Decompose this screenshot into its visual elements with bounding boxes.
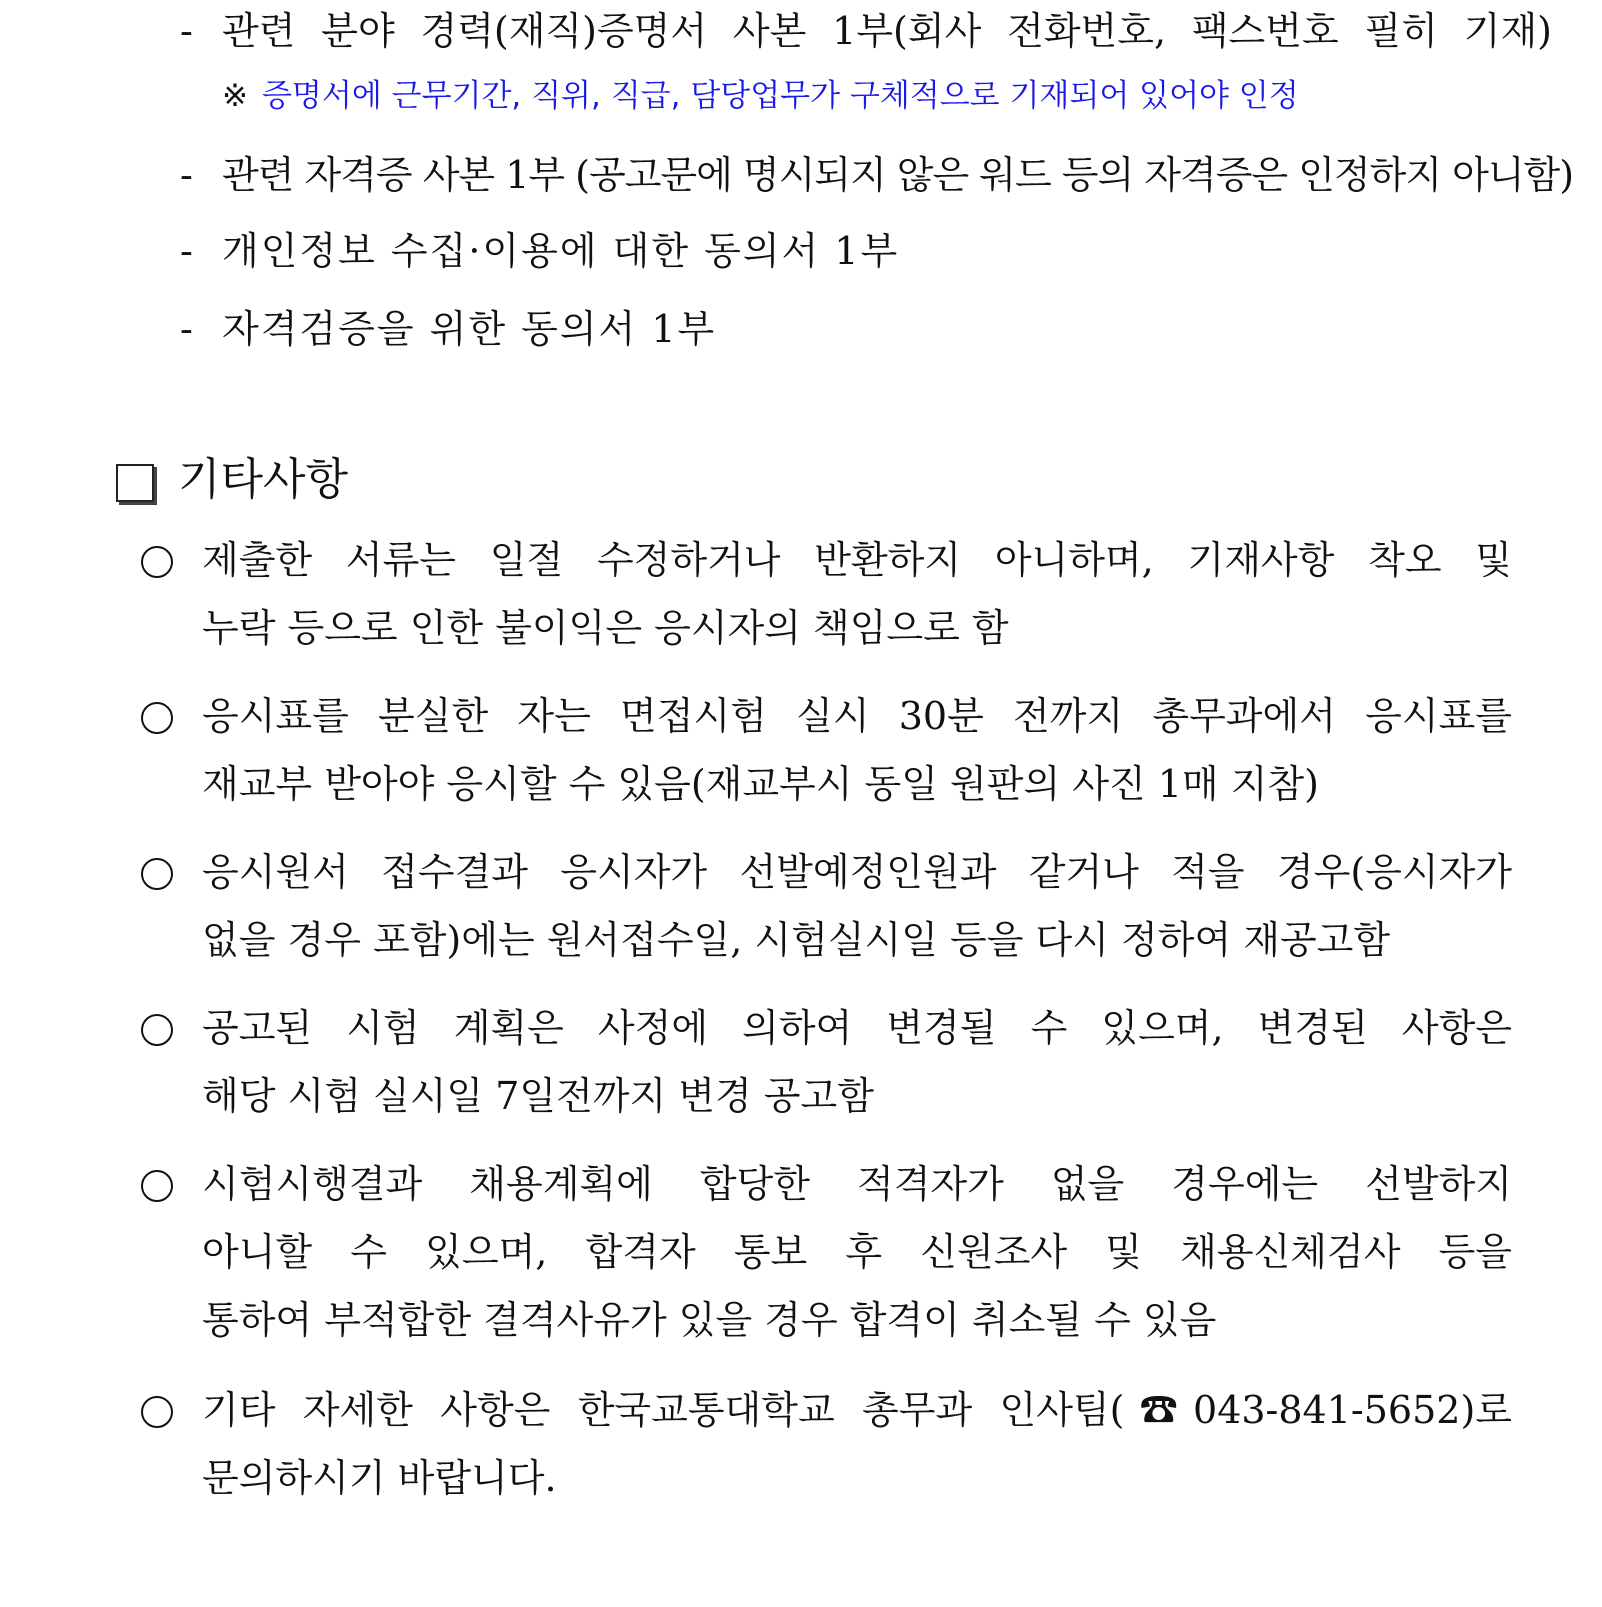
- list-item-line: 시험시행결과 채용계획에 합당한 적격자가 없을 경우에는 선발하지: [202, 1162, 1512, 1206]
- required-doc-license-copy: 관련 자격증 사본 1부 (공고문에 명시되지 않은 워드 등의 자격증은 인정하지 아니함): [222, 153, 1574, 197]
- circle-bullet-icon: [141, 702, 173, 734]
- list-dash: -: [180, 307, 193, 351]
- required-doc-note: [222, 76, 1299, 116]
- circle-bullet-icon: [141, 1170, 173, 1202]
- list-dash: -: [180, 9, 193, 53]
- list-item-line: 문의하시기 바랍니다.: [202, 1456, 557, 1500]
- list-item-line: 재교부 받아야 응시할 수 있음(재교부시 동일 원판의 사진 1매 지참): [202, 762, 1319, 806]
- list-item-line: 아니할 수 있으며, 합격자 통보 후 신원조사 및 채용신체검사 등을: [202, 1230, 1512, 1274]
- list-item-line: 공고된 시험 계획은 사정에 의하여 변경될 수 있으며, 변경된 사항은: [202, 1006, 1512, 1050]
- list-dash: -: [180, 153, 193, 197]
- note-text: 증명서에 근무기간, 직위, 직급, 담당업무가 구체적으로 기재되어 있어야 인정: [261, 78, 1299, 114]
- list-item-line: 응시표를 분실한 자는 면접시험 실시 30분 전까지 총무과에서 응시표를: [202, 694, 1512, 738]
- circle-bullet-icon: [141, 858, 173, 890]
- list-item-line: 제출한 서류는 일절 수정하거나 반환하지 아니하며, 기재사항 착오 및: [202, 538, 1512, 582]
- required-doc-privacy-consent: 개인정보 수집·이용에 대한 동의서 1부: [222, 229, 900, 273]
- required-doc-career-certificate: 관련 분야 경력(재직)증명서 사본 1부(회사 전화번호, 팩스번호 필히 기재): [222, 9, 1552, 53]
- list-item-line: 통하여 부적합한 결격사유가 있을 경우 합격이 취소될 수 있음: [202, 1298, 1217, 1342]
- circle-bullet-icon: [141, 546, 173, 578]
- list-item-line: 기타 자세한 사항은 한국교통대학교 총무과 인사팀(☎043-841-5652)로: [202, 1388, 1512, 1432]
- list-item-line: 없을 경우 포함)에는 원서접수일, 시험실시일 등을 다시 정하여 재공고함: [202, 918, 1391, 962]
- reference-mark-icon: ※: [222, 78, 248, 114]
- list-dash: -: [180, 229, 193, 273]
- list-item-line: 해당 시험 실시일 7일전까지 변경 공고함: [202, 1074, 874, 1118]
- required-doc-verification-consent: 자격검증을 위한 동의서 1부: [222, 307, 717, 351]
- circle-bullet-icon: [141, 1396, 173, 1428]
- circle-bullet-icon: [141, 1014, 173, 1046]
- checkbox-square-icon: [116, 464, 154, 502]
- section-title: 기타사항: [178, 454, 349, 505]
- list-item-line: 누락 등으로 인한 불이익은 응시자의 책임으로 함: [202, 606, 1009, 650]
- list-item-line: 응시원서 접수결과 응시자가 선발예정인원과 같거나 적을 경우(응시자가: [202, 850, 1512, 894]
